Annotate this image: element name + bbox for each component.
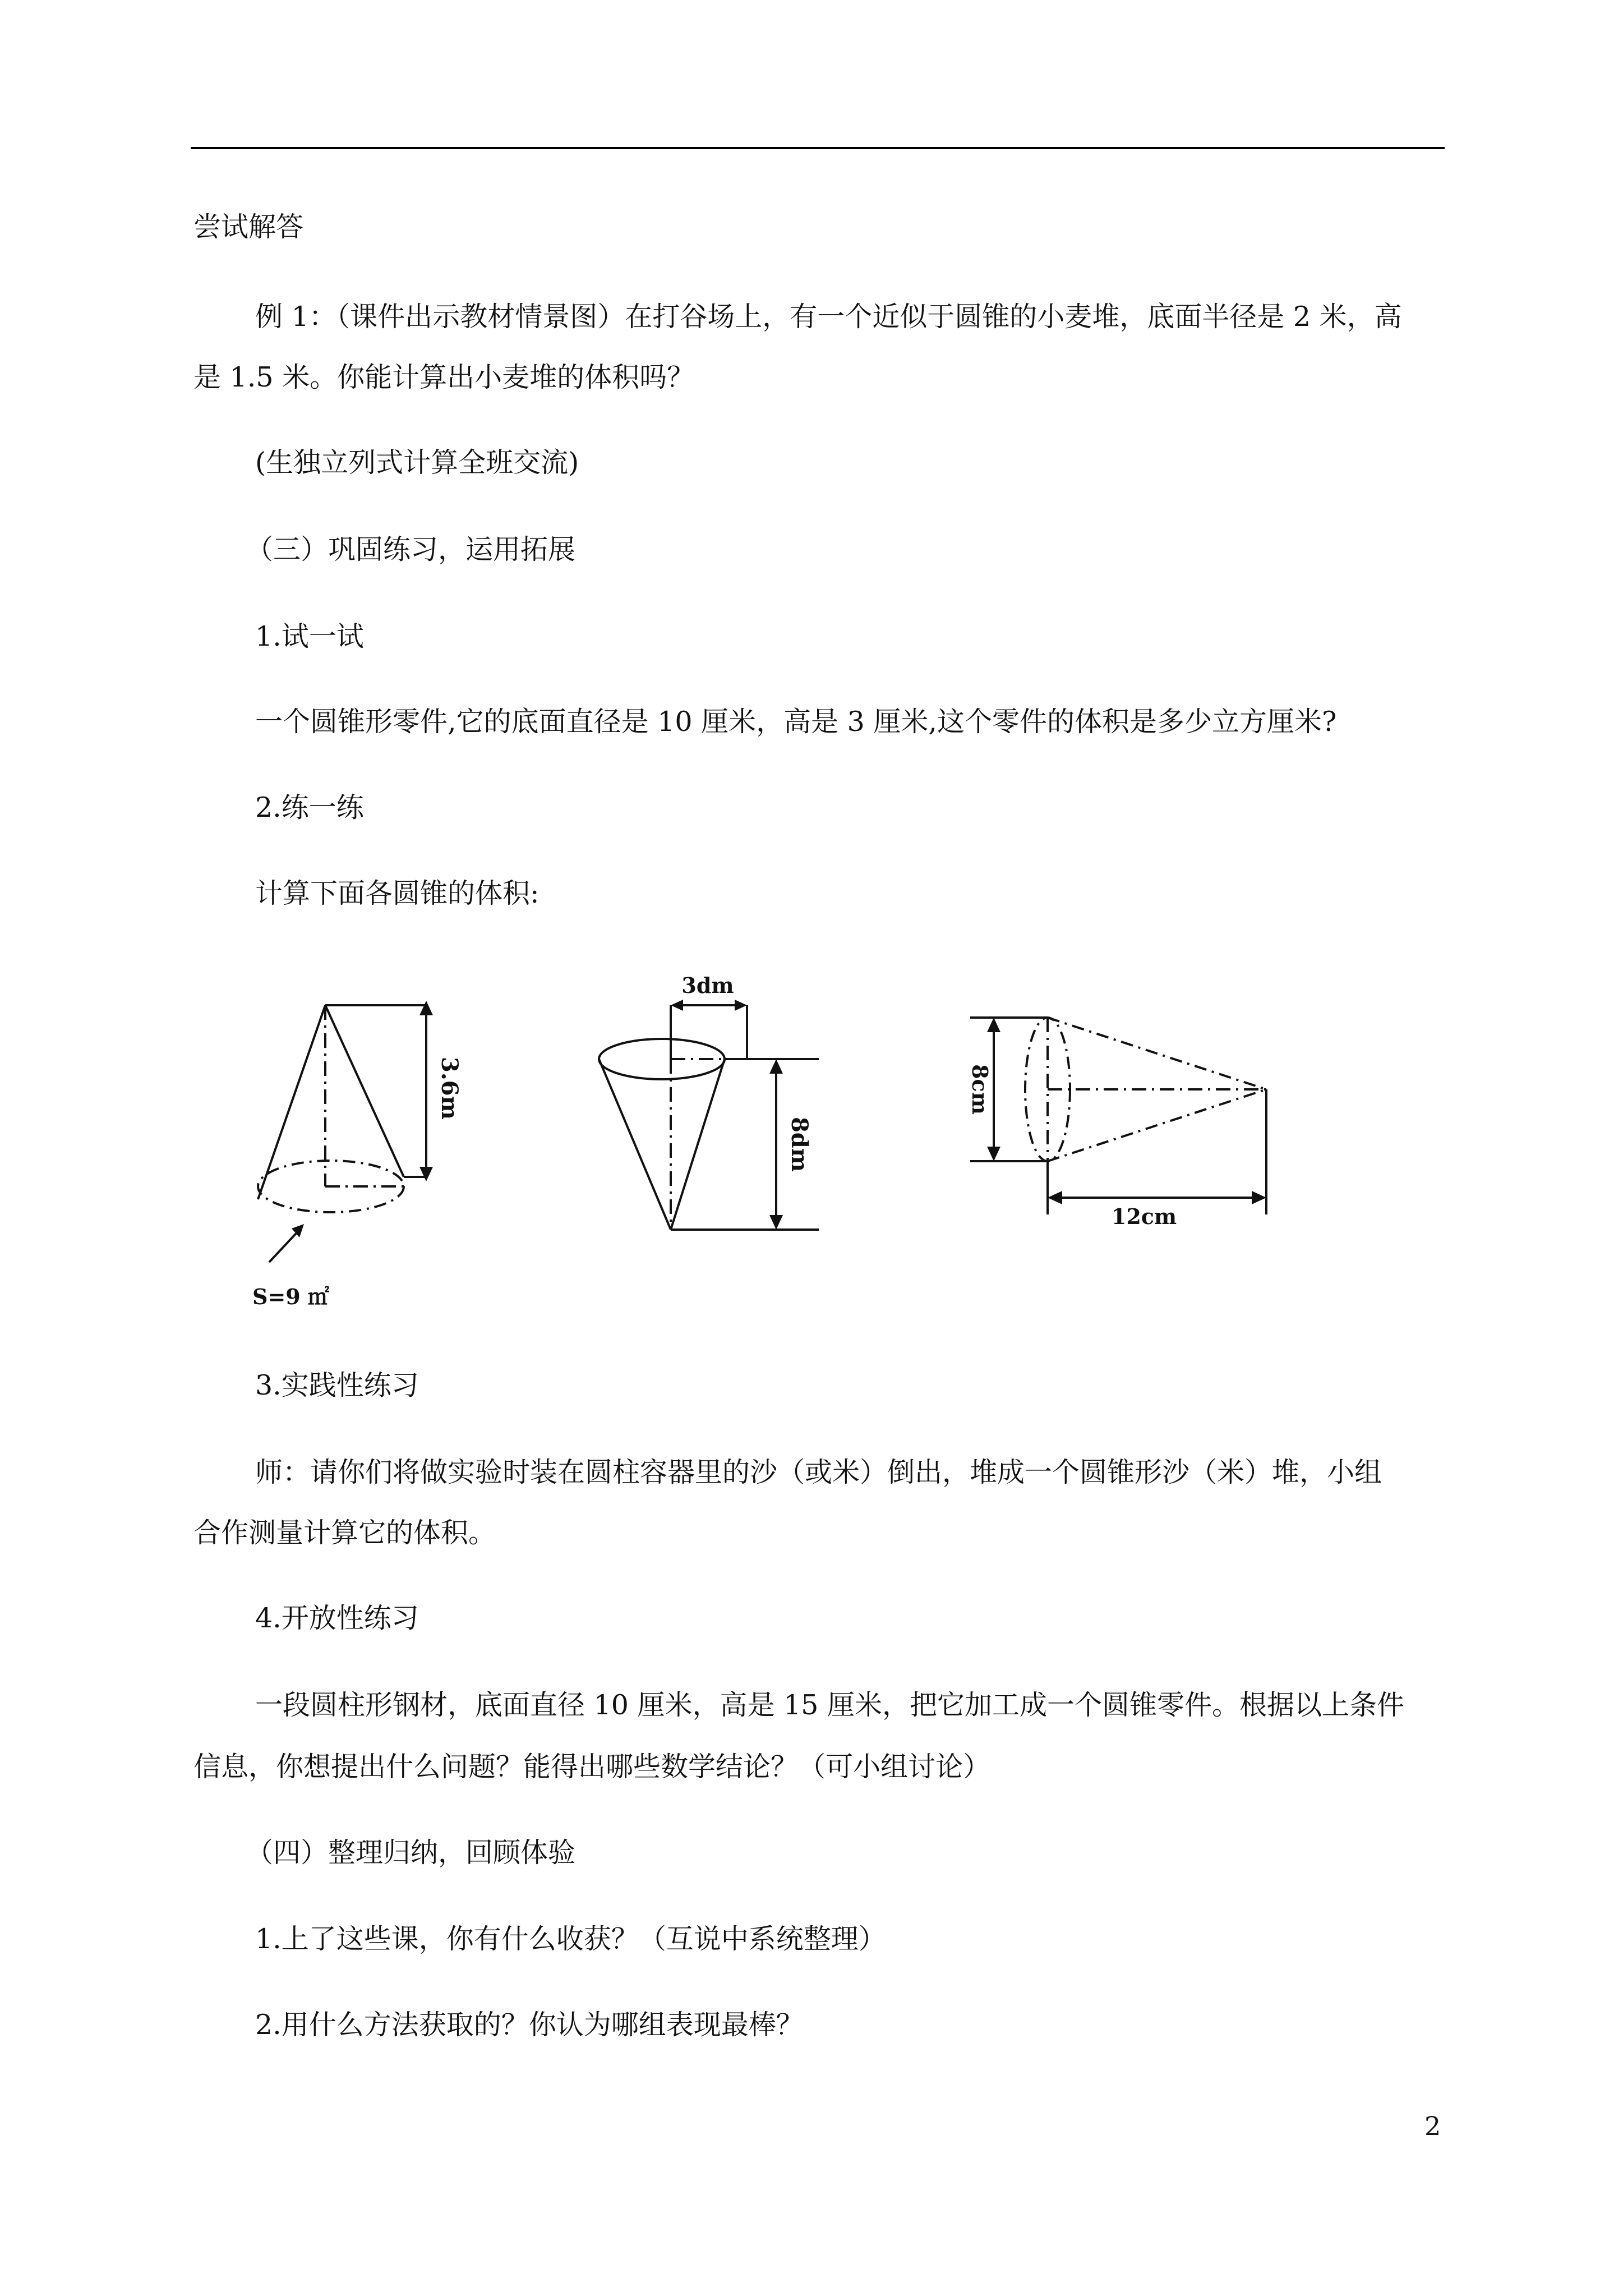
cone1-left-edge [258,1005,325,1199]
cone1-height-label: 3.6m [436,1057,463,1120]
exercise-3-line-1: 师：请你们将做实验时装在圆柱容器里的沙（或米）倒出，堆成一个圆锥形沙（米）堆，小组 [255,1456,1382,1488]
cone1-area-label: S=9 ㎡ [252,1284,329,1309]
class-activity-note: (生独立列式计算全班交流) [255,447,579,478]
cone3-bottom-edge [1048,1089,1266,1161]
exercise-3-line-2: 合作测量计算它的体积。 [193,1517,496,1549]
exercise-4-line-2: 信息，你想提出什么问题？能得出哪些数学结论？（可小组讨论） [193,1751,991,1783]
exercise-2-text: 计算下面各圆锥的体积: [255,877,540,909]
cone3-top-edge [1048,1018,1266,1089]
cone2-left-edge [599,1059,671,1230]
exercise-2-title: 2.练一练 [255,792,364,823]
exercise-1-text: 一个圆锥形零件,它的底面直径是 10 厘米，高是 3 厘米,这个零件的体积是多少立方厘米? [255,706,1337,738]
cone-figure-3 [965,1004,1301,1228]
exercise-4-line-1: 一段圆柱形钢材，底面直径 10 厘米，高是 15 厘米，把它加工成一个圆锥零件。根据以上条件 [255,1689,1405,1721]
section-heading-4: （四）整理归纳，回顾体验 [246,1837,576,1869]
header-rule [191,147,1445,149]
section-title-try: 尝试解答 [193,211,304,243]
cone-figure-1 [241,987,465,1324]
cone1-right-edge [325,1005,404,1177]
exercise-3-title: 3.实践性练习 [255,1369,419,1401]
cone2-diameter-label: 3dm [681,973,734,998]
cone3-length-label: 12cm [1111,1204,1177,1228]
exercise-1-title: 1.试一试 [255,620,364,652]
example-1-line-1: 例 1：（课件出示教材情景图）在打谷场上，有一个近似于圆锥的小麦堆，底面半径是 2 米，高 [255,301,1402,333]
example-1-line-2: 是 1.5 米。你能计算出小麦堆的体积吗？ [193,361,695,393]
cone3-diameter-label: 8cm [967,1064,993,1115]
cone2-right-edge [671,1059,725,1230]
review-question-2: 2.用什么方法获取的？你认为哪组表现最棒？ [255,2009,804,2041]
section-heading-3: （三）巩固练习，运用拓展 [246,533,576,565]
exercise-4-title: 4.开放性练习 [255,1602,419,1634]
review-question-1: 1.上了这些课，你有什么收获？（互说中系统整理） [255,1923,886,1955]
cone2-height-label: 8dm [786,1116,813,1172]
cone-figure-2 [583,959,852,1240]
page-number: 2 [1424,2111,1441,2141]
